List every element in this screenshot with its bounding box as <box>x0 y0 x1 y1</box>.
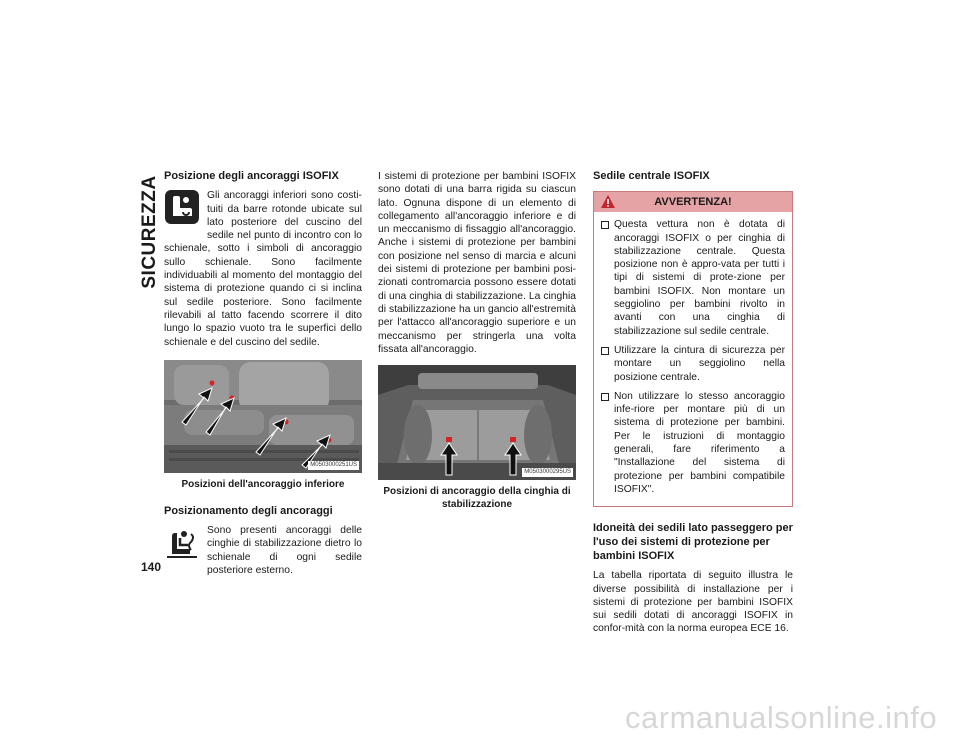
column-1 <box>164 170 362 577</box>
image-code: M0503000295US <box>524 469 571 476</box>
caption-lower-anchor: Posizioni dell'ancoraggio inferiore <box>181 478 345 490</box>
warning-item <box>601 390 785 496</box>
warning-body <box>594 212 792 506</box>
tether-anchor-icon <box>164 524 202 570</box>
warning-box <box>593 191 793 507</box>
footer-watermark: carmanualsonline.info <box>625 700 938 735</box>
tether-paragraph-block <box>164 524 362 577</box>
heading-isofix-position: Posizione degli ancoraggi ISOFIX <box>164 170 339 182</box>
isofix-lower-anchor-icon <box>164 189 202 239</box>
heading-anchor-positioning: Posizionamento degli ancoraggi <box>164 504 333 517</box>
heading-passenger-seat-suitability: Idoneità dei sedili lato passeggero per l'uso dei sistemi di protezione per bambini ISOFIX <box>593 522 793 563</box>
isofix-paragraph: Gli ancoraggi inferiori sono costi-tuiti da barre rotonde ubicate sul lato posteriore del cuscino del sedile nel punto di incontro con lo schienale, sotto i simboli di ancoraggio sullo schienale. Sono facilmente individuabili al momento del montaggio del sistema di protezione quando ci si inclina sul sedile posteriore. Sono facilmente rilevabili al tatto facendo scorrere il dito lungo lo spazio vuoto tra le superfici dello schienale e del cuscino del sedile. <box>164 190 362 348</box>
warning-item-text: Utilizzare la cintura di sicurezza per montare un seggiolino nella posizione centrale. <box>614 344 785 383</box>
warning-header <box>594 192 792 212</box>
caption-tether-anchor: Posizioni di ancoraggio della cinghia di stabilizzazione <box>383 486 571 511</box>
image-code: M0503000251US <box>310 461 357 468</box>
isofix-systems-paragraph: I sistemi di protezione per bambini ISOFIX sono dotati di una barra rigida su ciascun lato. Ognuna dispone di un elemento di collegamento all'ancoraggio inferiore e di un meccanismo di fissaggio all'ancoraggio. Anche i sistemi di protezione per bambini con posizione nel senso di marcia e alcuni dei sistemi di protezione per bambini posi-zionati contromarcia possono essere dotati di una cinghia di stabilizzazione. La cinghia di stabilizzazione ha un gancio all'estremità per l'attacco all'ancoraggio superiore e un meccanismo per stringerla una volta fissata all'ancoraggio. <box>378 171 576 355</box>
bullet-square-icon <box>601 393 609 401</box>
page-number: 140 <box>141 560 162 574</box>
tether-anchor-photo <box>378 365 576 480</box>
column-3 <box>593 170 793 636</box>
warning-item-text: Questa vettura non è dotata di ancoraggi ISOFIX o per cinghia di stabilizzazione centrale. Questa posizione non è appro-vata per tutti i tipi di sistemi di prote-zione per bambini ISOFIX. Non montare un seggiolino per bambini rivolto in avanti con una cinghia di stabilizzazione sul sedile centrale. <box>614 219 785 337</box>
lower-anchor-photo <box>164 360 362 473</box>
section-sidebar-title <box>138 172 162 292</box>
tether-paragraph: Sono presenti ancoraggi delle cinghie di stabilizzazione dietro lo schienale di ogni sedile posteriore esterno. <box>207 525 362 577</box>
heading-center-seat: Sedile centrale ISOFIX <box>593 170 710 182</box>
warning-item <box>601 218 785 338</box>
isofix-paragraph-block <box>164 189 362 349</box>
warning-item-text: Non utilizzare lo stesso ancoraggio infe-riore per montare più di un sistema di protezione per bambini. Per le istruzioni di montaggio generali, fare riferimento a "Installazione del sistema di protezione per bambini compatibile ISOFIX". <box>614 390 785 495</box>
bullet-square-icon <box>601 347 609 355</box>
warning-item <box>601 344 785 384</box>
suitability-paragraph: La tabella riportata di seguito illustra le diverse possibilità di installazione per i sistemi di protezione per bambini ISOFIX sui sedili dotati di ancoraggi ISOFIX in confor-mità con la norma europea ECE 16. <box>593 570 793 635</box>
warning-triangle-icon <box>600 194 616 216</box>
column-2 <box>378 170 576 511</box>
section-title-text: SICUREZZA <box>139 175 160 289</box>
bullet-square-icon <box>601 221 609 229</box>
warning-title: AVVERTENZA! <box>654 196 732 209</box>
